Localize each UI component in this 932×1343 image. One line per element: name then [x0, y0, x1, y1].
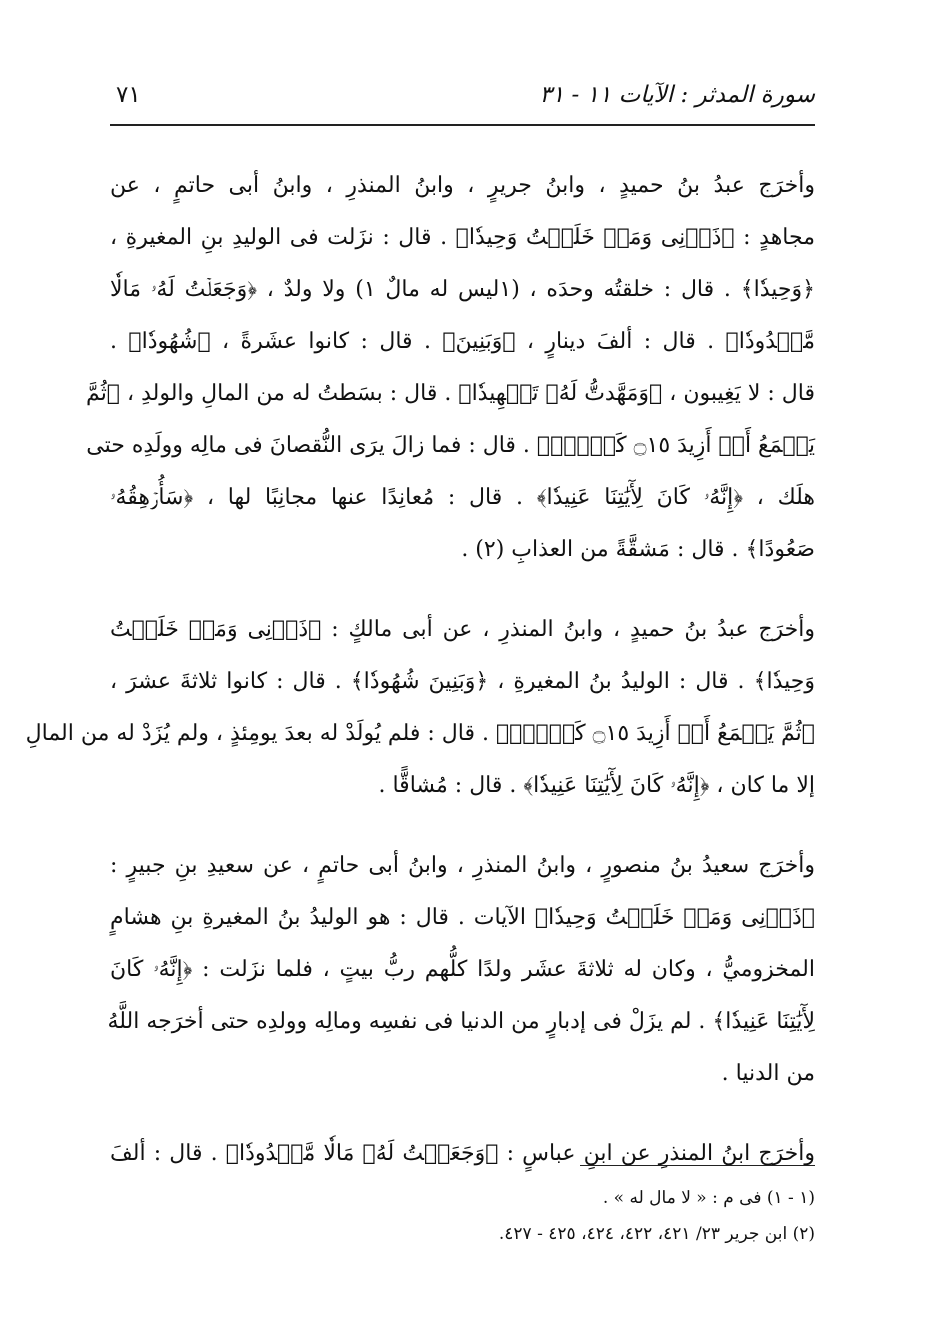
- text-line: من الدنيا .: [721, 1061, 815, 1086]
- footnotes: [300, 1180, 815, 1252]
- text-line: وأخرَج عبدُ بنُ حميدٍ ، وابنُ جريرٍ ، وابنُ المنذرِ ، وابنُ أبى حاتمٍ ، عن: [110, 173, 815, 198]
- text-line: إلا ما كان ، ﴿إِنَّهُۥ كَانَ لِأٓيَٰتِنَا عَنِيدٗا﴾ . قال : مُشاقًّا .: [378, 773, 815, 798]
- header-divider: [110, 124, 815, 126]
- page-number: ٧١: [116, 82, 141, 108]
- text-line: وأخرَج سعيدُ بنُ منصورٍ ، وابنُ المنذرِ ، وابنُ أبى حاتمٍ ، عن سعيدِ بنِ جبيرٍ :: [110, 853, 815, 878]
- text-line: ﴿ذَرۡنِى وَمَنۡ خَلَقۡتُ وَحِيدٗا﴾ الآيات . قال : هو الوليدُ بنُ المغيرةِ بنِ هشامٍ: [110, 905, 815, 930]
- text-line: هلَك ، ﴿إِنَّهُۥ كَانَ لِأٓيَٰتِنَا عَنِيدٗا﴾ . قال : مُعانِدًا عنها مجانِبًا لها ، ﴿سَأُرۡهِقُهُۥ: [110, 485, 815, 510]
- text-line: مجاهدٍ : ﴿ذَرۡنِى وَمَنۡ خَلَقۡتُ وَحِيدٗا﴾ . قال : نزَلت فى الوليدِ بنِ المغيرةِ ،: [110, 225, 815, 250]
- footnote-1: (١ - ١) فى م : « لا مال له » .: [602, 1188, 815, 1208]
- text-line: وَحِيدٗا﴾ . قال : الوليدُ بنُ المغيرةِ ، ﴿وَبَنِينَ شُهُودٗا﴾ . قال : كانوا ثلاثةَ عشرَ ،: [110, 669, 815, 694]
- paragraph-4: [110, 1128, 815, 1180]
- footnote-2: (٢) ابن جرير ٢٣/ ٤٢١، ٤٢٢، ٤٢٤، ٤٢٥ - ٤٢٧.: [498, 1224, 815, 1244]
- text-line: المخزوميُّ ، وكان له ثلاثةَ عشَر ولدًا كلُّهم ربُّ بيتٍ ، فلما نزَلت : ﴿إِنَّهُۥ كَانَ: [110, 957, 815, 982]
- text-line: ﴿ثُمَّ يَطۡمَعُ أَنۡ أَزِيدَ ۝١٥ كَلَّآۖ﴾ . قال : فلم يُولَدْ له بعدَ يومِئذٍ ، ولم يُزَدْ له من المالِ: [25, 721, 815, 746]
- text-line: لِأٓيَٰتِنَا عَنِيدٗا﴾ . لم يزَلْ فى إدبارٍ من الدنيا فى نفسِه ومالِه وولدِه حتى أخرَجه اللَّهُ: [107, 1009, 815, 1034]
- paragraph-1: [86, 160, 816, 576]
- paragraph-2: [25, 604, 815, 812]
- paragraph-3: [107, 840, 815, 1100]
- footnote-divider: [580, 1165, 815, 1166]
- main-text: [25, 160, 816, 1208]
- text-line: مَّمۡدُودٗا﴾ . قال : ألفَ دينارٍ ، ﴿وَبَنِينَ﴾ . قال : كانوا عشَرةً ، ﴿شُهُودٗا﴾ .: [110, 329, 815, 354]
- text-line: قال : لا يَغِيبون ، ﴿وَمَهَّدتُّ لَهُۥ تَمۡهِيدٗا﴾ . قال : بسَطتُ له من المالِ والولدِ ، ﴿ثُمَّ: [86, 381, 815, 406]
- text-line: يَطۡمَعُ أَنۡ أَزِيدَ ۝١٥ كَلَّآۖ﴾ . قال : فما زالَ يرَى النُّقصانَ فى مالِه وولَدِه حتى: [86, 433, 815, 458]
- text-line: صَعُودًا﴾ . قال : مَشقَّةً من العذابِ (٢) .: [461, 537, 815, 562]
- running-title: سورة المدثر : الآيات ١١ - ٣١: [539, 82, 815, 108]
- text-line: وأخرَج ابنُ المنذرِ عن ابنِ عباسٍ : ﴿وَجَعَلۡتُ لَهُۥ مَالٗا مَّمۡدُودٗا﴾ . قال : ألفَ: [110, 1141, 815, 1166]
- page-header: [110, 78, 815, 118]
- text-line: ﴿وَحِيدٗا﴾ . قال : خلقتُه وحدَه ، (١ليس له مالٌ ١) ولا ولدٌ ، ﴿وَجَعَلۡتُ لَهُۥ مَالٗا: [110, 277, 816, 302]
- text-line: وأخرَج عبدُ بنُ حميدٍ ، وابنُ المنذرِ ، عن أبى مالكٍ : ﴿ذَرۡنِى وَمَنۡ خَلَقۡتُ: [110, 617, 815, 642]
